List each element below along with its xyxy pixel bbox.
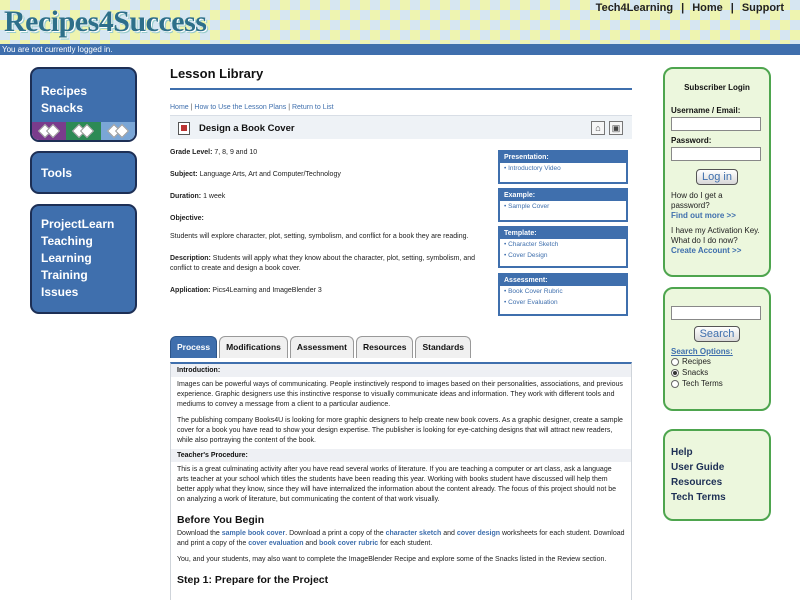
sidebar-item-projectlearn[interactable]: ProjectLearn xyxy=(41,217,115,231)
resource-box-example xyxy=(498,188,628,222)
lesson-details xyxy=(170,148,490,308)
category-purple[interactable] xyxy=(32,122,66,140)
login-status-bar: You are not currently logged in. xyxy=(0,44,800,55)
username-label: Username / Email: xyxy=(671,106,741,115)
intro-paragraph-1: Images can be powerful ways of communicating. People instinctively respond to images based on their personalities, associations, and previous experience. Graphic designers use this instinctive response to visually communicate ideas and information. They work with different tools and mediums to convey a message from a client to a particular audience. xyxy=(177,381,623,408)
sidebar-box-tools xyxy=(30,151,137,194)
tab-process[interactable]: Process xyxy=(170,336,217,358)
sidebar-item-learning[interactable]: Learning xyxy=(41,251,92,265)
step-1-heading: Step 1: Prepare for the Project xyxy=(177,574,329,586)
resource-box-title: Presentation: xyxy=(500,152,626,163)
link-introductory-video[interactable]: • Introductory Video xyxy=(504,165,561,172)
breadcrumb-how-to-use[interactable]: How to Use the Lesson Plans xyxy=(194,104,287,111)
sidebar-box-recipes xyxy=(30,67,137,142)
radio-icon xyxy=(671,358,679,366)
lesson-title: Design a Book Cover xyxy=(199,123,295,134)
resource-box-title: Template: xyxy=(500,228,626,239)
description-value: Students will apply what they know about the character, plot, setting, symbolism, and conflict to create and design a book cover. xyxy=(170,255,476,272)
password-question: How do I get a password? xyxy=(671,191,723,210)
link-cover-evaluation[interactable]: • Cover Evaluation xyxy=(504,299,558,306)
find-out-more-link[interactable]: Find out more >> xyxy=(671,211,736,220)
search-option-tech-terms[interactable]: Tech Terms xyxy=(671,379,763,389)
page-title: Lesson Library xyxy=(170,66,632,90)
diamond-icon xyxy=(46,124,60,138)
sidebar-item-tools[interactable]: Tools xyxy=(41,166,73,180)
objective-value: Students will explore character, plot, setting, symbolism, and conflict for a book they are reading. xyxy=(170,233,469,240)
lesson-tabs xyxy=(170,336,473,358)
link-character-sketch-inline[interactable]: character sketch xyxy=(385,530,442,537)
description-label: Description: xyxy=(170,255,211,262)
grade-label: Grade Level: xyxy=(170,149,213,156)
resource-box-assessment xyxy=(498,273,628,316)
application-value: Pics4Learning and ImageBlender 3 xyxy=(212,287,322,294)
radio-icon xyxy=(671,380,679,388)
nav-separator: | xyxy=(730,2,734,14)
site-logo[interactable]: Recipes4Success xyxy=(4,5,207,38)
search-panel xyxy=(663,287,771,411)
username-input[interactable] xyxy=(671,117,761,131)
subject-label: Subject: xyxy=(170,171,198,178)
search-options-label: Search Options: xyxy=(671,347,733,356)
category-strip xyxy=(32,122,135,140)
home-icon[interactable]: ⌂ xyxy=(591,121,605,135)
save-icon[interactable]: ▣ xyxy=(609,121,623,135)
breadcrumb-separator: | xyxy=(190,104,195,111)
objective-label: Objective: xyxy=(170,215,204,222)
application-label: Application: xyxy=(170,287,211,294)
link-book-cover-rubric[interactable]: • Book Cover Rubric xyxy=(504,288,563,295)
resources-link[interactable]: Resources xyxy=(671,477,723,488)
grade-value: 7, 8, 9 and 10 xyxy=(214,149,258,156)
category-green[interactable] xyxy=(66,122,100,140)
sidebar-item-snacks[interactable]: Snacks xyxy=(41,101,84,115)
nav-separator: | xyxy=(681,2,685,14)
sidebar-item-training[interactable]: Training xyxy=(41,268,88,282)
top-nav xyxy=(588,2,792,14)
create-account-link[interactable]: Create Account >> xyxy=(671,246,742,255)
link-cover-design-inline[interactable]: cover design xyxy=(456,530,501,537)
tab-content-panel xyxy=(170,362,632,600)
nav-home[interactable]: Home xyxy=(692,2,723,14)
login-title: Subscriber Login xyxy=(684,83,750,92)
before-you-begin-paragraph: Download the sample book cover. Download a print a copy of the character sketch and cover design worksheets for each student. Download and print a copy of the cover evaluation and book cover rubric for each student. xyxy=(177,530,625,547)
duration-value: 1 week xyxy=(203,193,226,200)
resource-box-template xyxy=(498,226,628,268)
breadcrumb-separator: | xyxy=(288,104,292,111)
teacher-procedure-paragraph: This is a great culminating activity after you have read several works of literature. If you are teaching a computer or art class, ask a language arts teacher at your school which titles the students have been reading this year. Working with books student have discussed will help them better apply what they know, since they will have internalized the information about the content already. The focus of this project should not be on analyzing a work of literature, but communicating the content of that work visually. xyxy=(177,466,617,503)
password-label: Password: xyxy=(671,136,712,145)
resource-box-title: Example: xyxy=(500,190,626,201)
before-you-begin-paragraph-2: You, and your students, may also want to complete the ImageBlender Recipe and explore some of the Snacks listed in the Review section. xyxy=(177,556,607,563)
search-button[interactable]: Search xyxy=(694,326,740,342)
search-option-snacks[interactable]: Snacks xyxy=(671,368,763,378)
search-option-recipes[interactable]: Recipes xyxy=(671,357,763,367)
breadcrumb-return-to-list[interactable]: Return to List xyxy=(291,104,334,111)
link-character-sketch[interactable]: • Character Sketch xyxy=(504,241,559,248)
tab-modifications[interactable]: Modifications xyxy=(219,336,288,358)
book-icon xyxy=(178,122,190,135)
lesson-title-bar xyxy=(170,115,632,139)
intro-paragraph-2: The publishing company Books4U is looking for more graphic designers to help create new book covers. As a graphic designer, create a sample cover for a book you have read to show your design expertise. The publisher is looking for eye-catching designs that will attract new readers, while also portraying the content of the book. xyxy=(177,417,623,444)
tab-resources[interactable]: Resources xyxy=(356,336,413,358)
resource-box-presentation xyxy=(498,150,628,184)
site-header xyxy=(0,0,800,55)
resource-box-title: Assessment: xyxy=(500,275,626,286)
help-link[interactable]: Help xyxy=(671,447,693,458)
breadcrumb xyxy=(170,104,632,111)
help-panel xyxy=(663,429,771,521)
main-content xyxy=(170,66,632,586)
diamond-icon xyxy=(80,124,94,138)
subscriber-login-panel xyxy=(663,67,771,277)
radio-selected-icon xyxy=(671,369,679,377)
sidebar-box-projectlearn xyxy=(30,204,137,314)
subject-value: Language Arts, Art and Computer/Technology xyxy=(199,171,341,178)
activation-question: I have my Activation Key. What do I do now? xyxy=(671,226,760,245)
link-sample-book-cover[interactable]: sample book cover xyxy=(221,530,286,537)
tab-standards[interactable]: Standards xyxy=(415,336,471,358)
nav-tech4learning[interactable]: Tech4Learning xyxy=(595,2,674,14)
nav-support[interactable]: Support xyxy=(741,2,784,14)
duration-label: Duration: xyxy=(170,193,202,200)
sidebar-item-recipes[interactable]: Recipes xyxy=(41,84,88,98)
introduction-heading: Introduction: xyxy=(171,364,631,377)
password-input[interactable] xyxy=(671,147,761,161)
link-sample-cover[interactable]: • Sample Cover xyxy=(504,203,550,210)
teacher-procedure-heading: Teacher's Procedure: xyxy=(171,449,631,462)
login-button[interactable]: Log in xyxy=(696,169,738,185)
before-you-begin-heading: Before You Begin xyxy=(177,514,265,526)
sidebar-item-issues[interactable]: Issues xyxy=(41,285,79,299)
link-book-cover-rubric-inline[interactable]: book cover rubric xyxy=(319,540,379,547)
sidebar-item-teaching[interactable]: Teaching xyxy=(41,234,93,248)
category-blue[interactable] xyxy=(101,122,135,140)
tech-terms-link[interactable]: Tech Terms xyxy=(671,492,726,503)
tab-assessment[interactable]: Assessment xyxy=(290,336,354,358)
breadcrumb-home[interactable]: Home xyxy=(170,104,189,111)
link-cover-evaluation-inline[interactable]: cover evaluation xyxy=(248,540,304,547)
search-input[interactable] xyxy=(671,306,761,320)
user-guide-link[interactable]: User Guide xyxy=(671,462,725,473)
link-cover-design[interactable]: • Cover Design xyxy=(504,252,548,259)
